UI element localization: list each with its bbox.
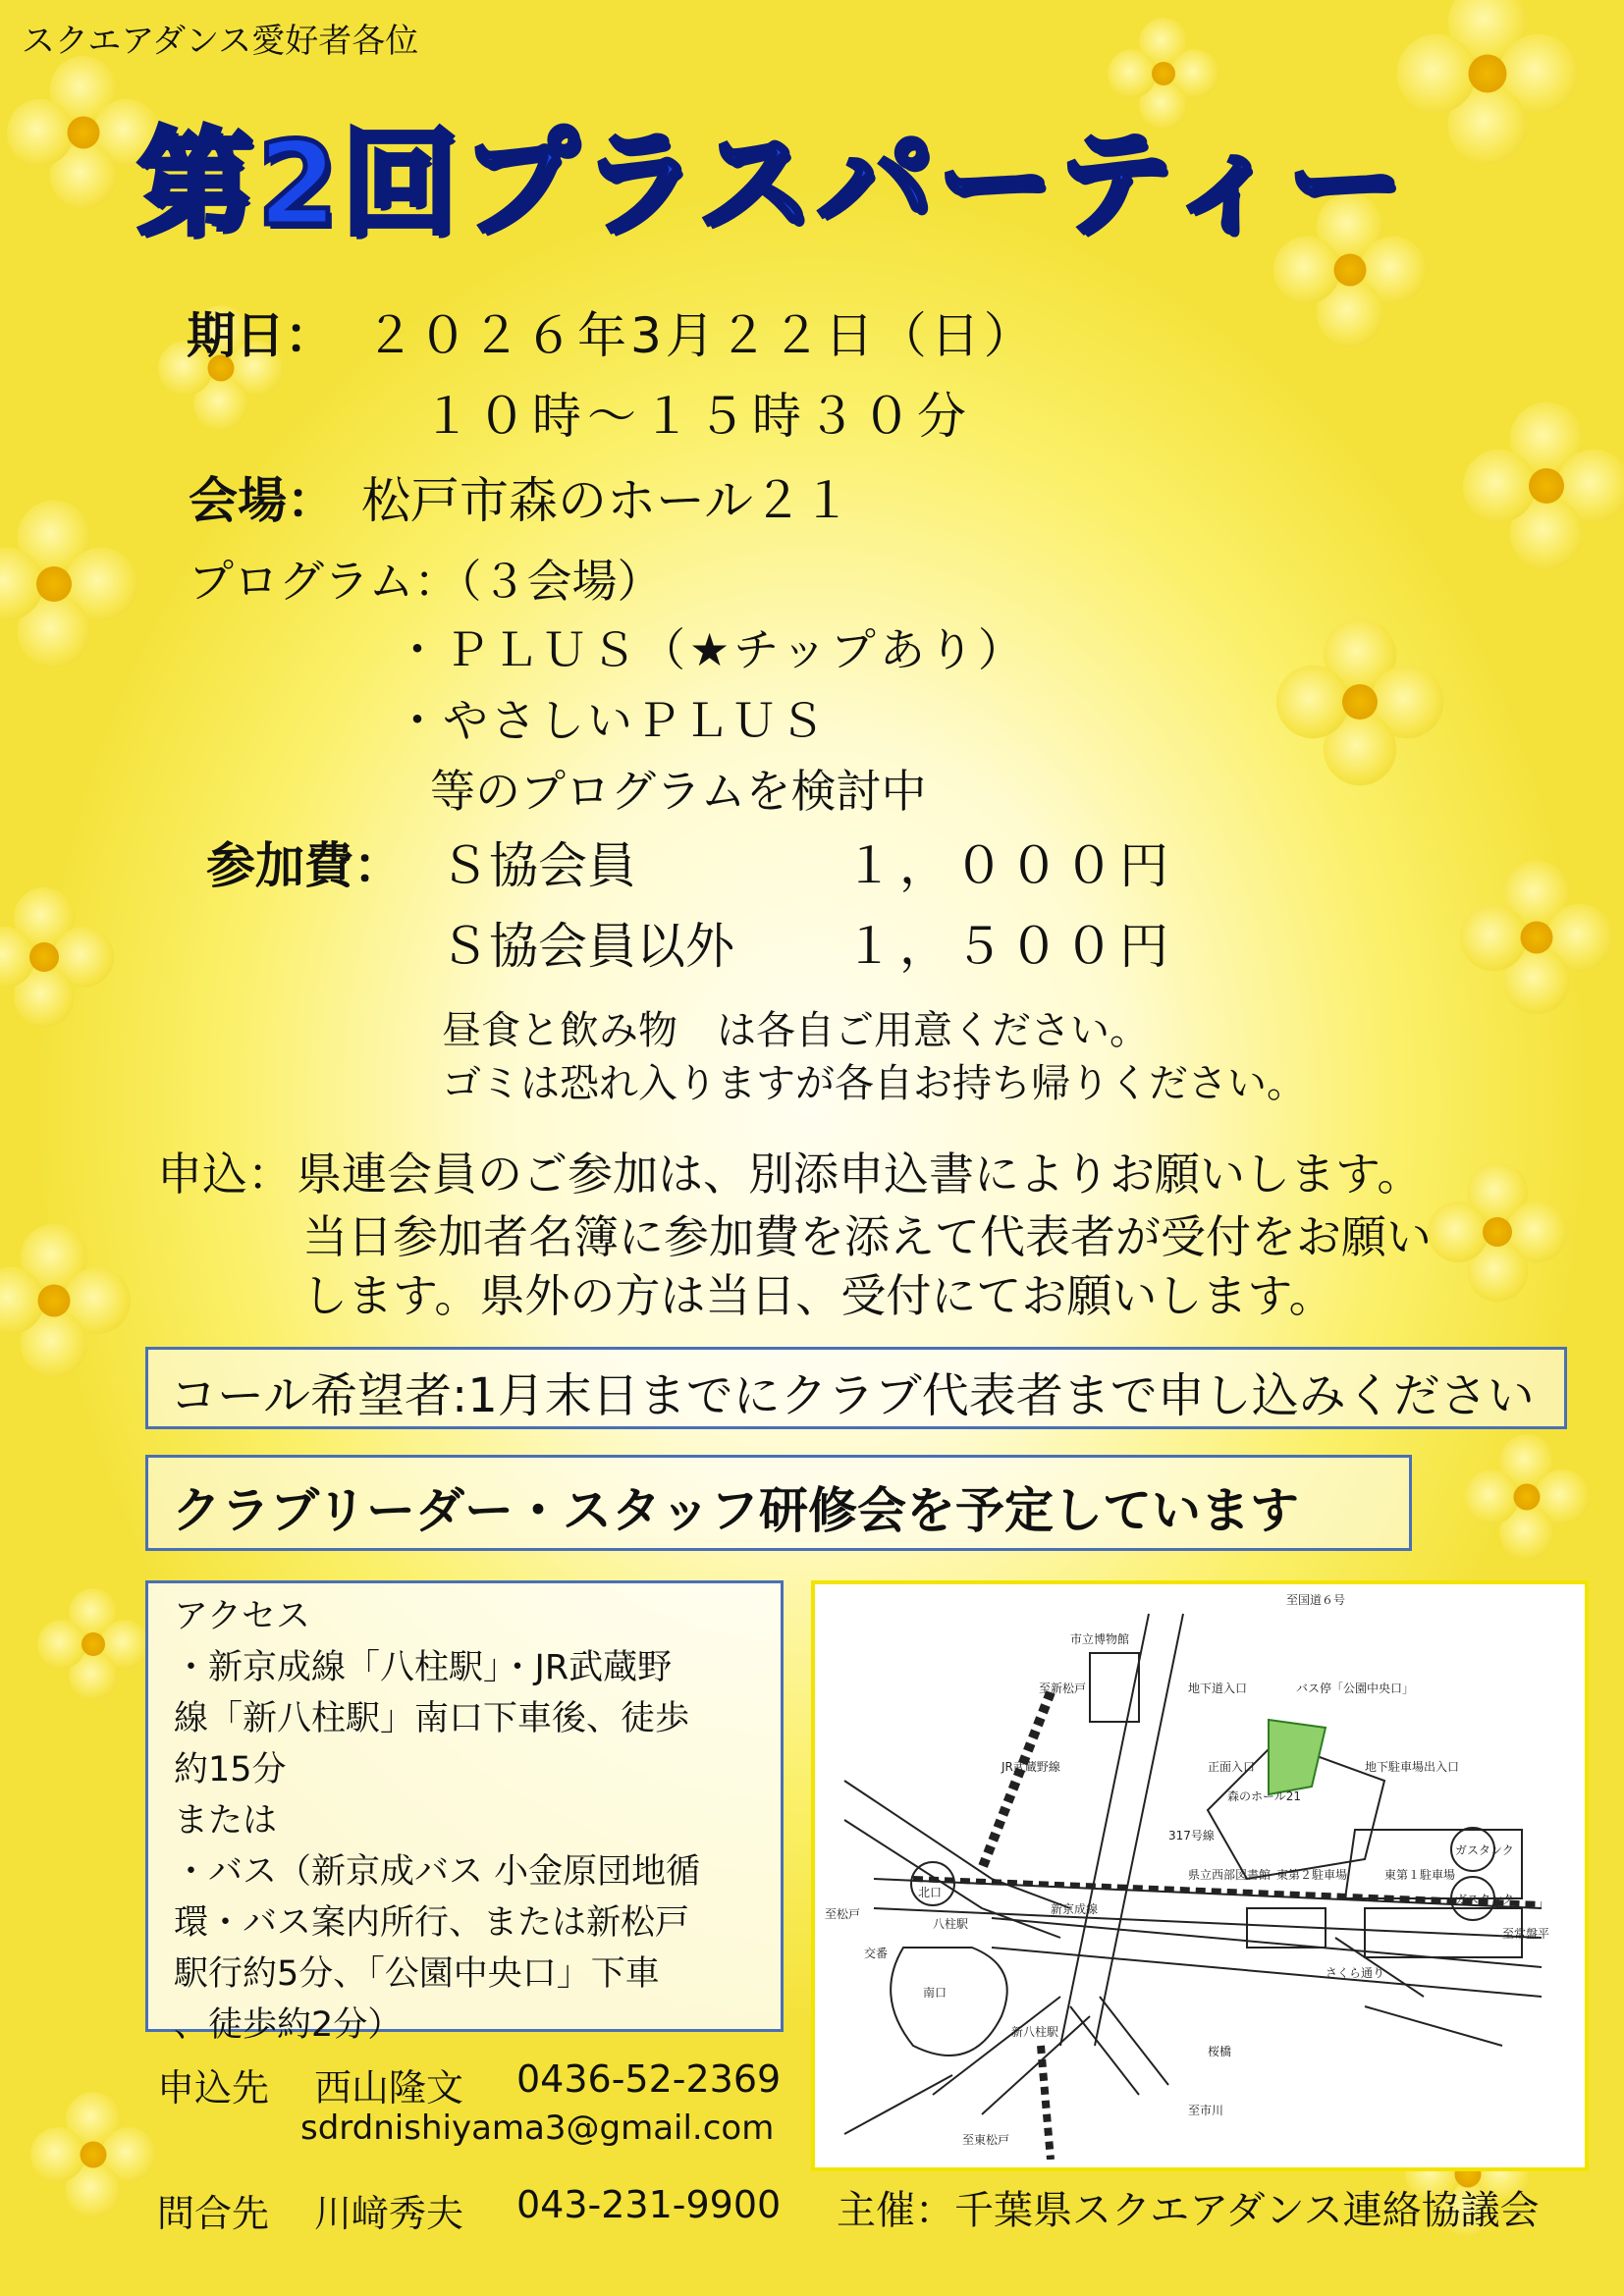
apply-name: 西山隆文 xyxy=(314,2066,464,2109)
call-notice: コール希望者:1月末日までにクラブ代表者まで申し込みください xyxy=(170,1368,1535,1423)
access-line: または xyxy=(174,1801,278,1841)
application-line: 県連会員のご参加は、別添申込書によりお願いします。 xyxy=(297,1148,1423,1201)
program-item: ・ＰＬＵＳ（★チップあり） xyxy=(395,623,1027,676)
access-line: 線「新八柱駅」南口下車後、徒歩 xyxy=(174,1699,690,1738)
organizer: 主催：千葉県スクエアダンス連絡協議会 xyxy=(837,2188,1540,2233)
map-label: 至新松戸 xyxy=(1039,1682,1087,1695)
map-label: ガスタンク xyxy=(1455,1843,1514,1857)
map-label: 至市川 xyxy=(1188,2104,1224,2117)
date-value: ２０２６年3月２２日（日） xyxy=(365,307,1037,364)
map-label: ガスタンク xyxy=(1455,1893,1514,1906)
apply-label: 申込先 xyxy=(157,2066,270,2109)
seminar-notice: クラブリーダー・スタッフ研修会を予定しています xyxy=(172,1482,1299,1539)
access-line: アクセス xyxy=(174,1597,310,1636)
access-line: 約15分 xyxy=(174,1750,287,1789)
application-label: 申込： xyxy=(157,1148,293,1201)
map-label: 至国道６号 xyxy=(1286,1593,1346,1607)
access-line: ・新京成線「八柱駅」・JR武蔵野 xyxy=(174,1648,673,1687)
apply-email[interactable]: sdrdnishiyama3@gmail.com xyxy=(300,2109,775,2148)
map-label: 東第１駐車場 xyxy=(1384,1868,1456,1882)
page-title: 第2回プラスパーティー xyxy=(137,116,1408,251)
map-label: 至東松戸 xyxy=(962,2133,1010,2147)
map-label: 北口 xyxy=(918,1886,943,1899)
program-label: プログラム：（３会場） xyxy=(189,555,663,608)
fee-note: ゴミは恐れ入りますが各自お持ち帰りください。 xyxy=(442,1061,1306,1106)
map-label: 新八柱駅 xyxy=(1011,2025,1059,2039)
access-line: 環・バス案内所行、または新松戸 xyxy=(174,1903,690,1943)
map-label: 正面入口 xyxy=(1208,1760,1256,1774)
access-box xyxy=(145,1580,784,2045)
map-label: 森のホール21 xyxy=(1227,1789,1302,1803)
header-note: スクエアダンス愛好者各位 xyxy=(22,22,419,61)
map-label: 至常盤平 xyxy=(1502,1927,1550,1941)
access-line: ・バス（新京成バス 小金原団地循 xyxy=(174,1852,701,1892)
map-label: 地下道入口 xyxy=(1188,1682,1248,1695)
map-label: 県立西部図書館 xyxy=(1188,1868,1272,1882)
map-label: 市立博物館 xyxy=(1070,1632,1130,1646)
fee-note: 昼食と飲み物 は各自ご用意ください。 xyxy=(442,1008,1149,1053)
map-label: 317号線 xyxy=(1168,1829,1215,1842)
apply-phone: 0436-52-2369 xyxy=(516,2057,782,2101)
venue-value: 松戸市森のホール２１ xyxy=(361,472,851,529)
map-label: 至松戸 xyxy=(825,1907,861,1921)
access-line: 、徒歩約2分） xyxy=(174,2005,403,2045)
seminar-notice-box xyxy=(145,1455,1412,1551)
map-label: 桜橋 xyxy=(1208,2045,1232,2058)
date-label: 期日： xyxy=(187,307,334,364)
map-label: 地下駐車場出入口 xyxy=(1365,1760,1460,1774)
call-notice-box xyxy=(145,1347,1567,1429)
access-map xyxy=(811,1580,1589,2171)
application-line: します。県外の方は当日、受付にてお願いします。 xyxy=(302,1269,1334,1322)
map-label: 交番 xyxy=(864,1947,889,1960)
program-note: 等のプログラムを検討中 xyxy=(430,765,927,818)
map-label: さくら通り xyxy=(1326,1966,1385,1980)
program-item: ・やさしいＰＬＵＳ xyxy=(395,694,828,747)
venue-label: 会場： xyxy=(189,472,336,529)
inquiry-label: 問合先 xyxy=(157,2192,270,2235)
map-label: バス停「公園中央口」 xyxy=(1296,1682,1415,1695)
map-label: 八柱駅 xyxy=(933,1917,969,1931)
map-label: JR武蔵野線 xyxy=(1001,1760,1060,1774)
map-label: 東第２駐車場 xyxy=(1276,1868,1348,1882)
fee-type: Ｓ協会員以外 xyxy=(440,918,734,975)
inquiry-name: 川﨑秀夫 xyxy=(314,2192,464,2235)
map-drawing xyxy=(815,1584,1577,2160)
time-value: １０時～１５時３０分 xyxy=(422,388,972,445)
fee-label: 参加費： xyxy=(206,837,403,894)
fee-type: Ｓ協会員 xyxy=(440,837,636,894)
application-line: 当日参加者名簿に参加費を添えて代表者が受付をお願い xyxy=(302,1210,1432,1263)
access-line: 駅行約5分、「公園中央口」下車 xyxy=(174,1954,660,1994)
map-label: 新京成線 xyxy=(1051,1902,1099,1916)
inquiry-phone: 043-231-9900 xyxy=(516,2183,782,2226)
map-label: 南口 xyxy=(923,1986,947,2000)
fee-amount: １，５００円 xyxy=(844,918,1174,975)
fee-amount: １，０００円 xyxy=(844,837,1174,894)
